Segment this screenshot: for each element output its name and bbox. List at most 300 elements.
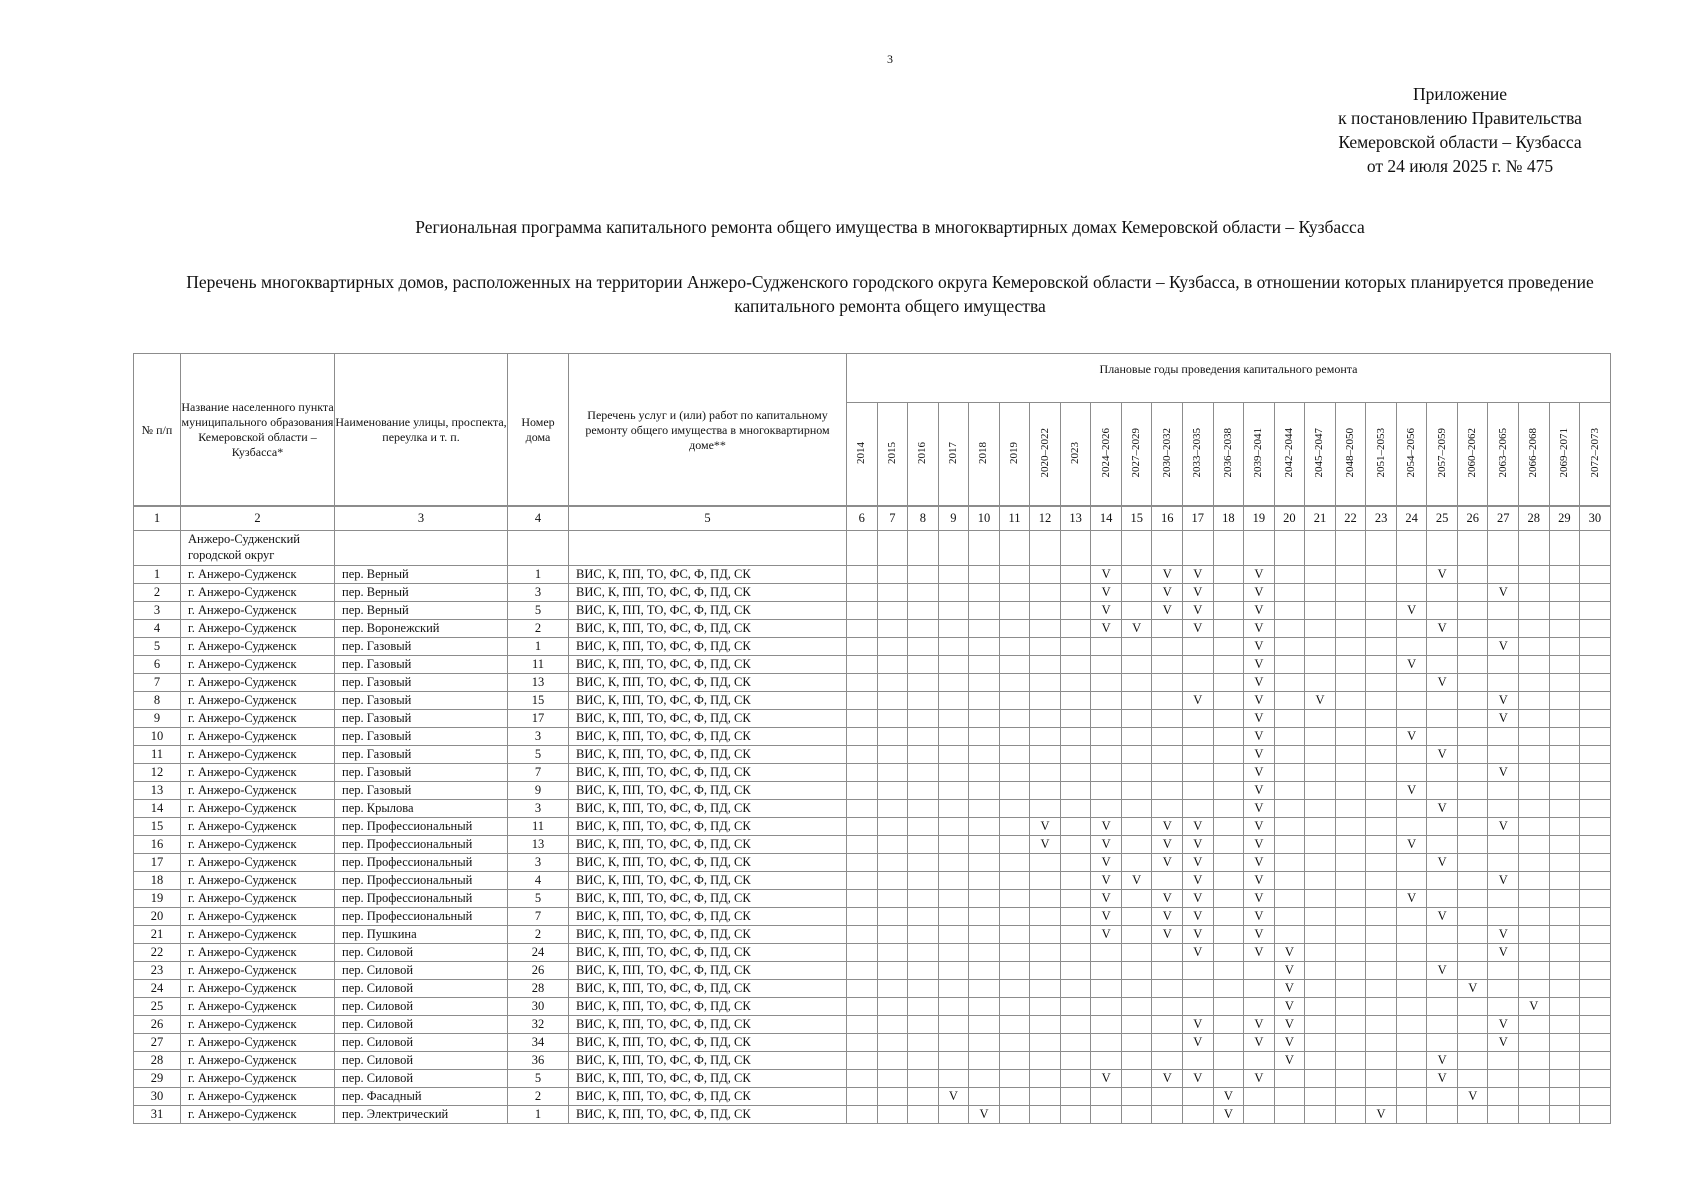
row-house: 4 (508, 872, 569, 890)
year-cell (908, 638, 939, 656)
header-street: Наименование улицы, проспекта, переулка и т. п. (335, 354, 508, 507)
year-cell (1366, 836, 1397, 854)
year-cell (1488, 1070, 1519, 1088)
year-cell (1457, 836, 1488, 854)
year-cell (1152, 674, 1183, 692)
year-cell (1519, 962, 1550, 980)
year-cell (1060, 1052, 1091, 1070)
year-cell (1396, 854, 1427, 872)
year-cell (1457, 854, 1488, 872)
year-cell (969, 1088, 1000, 1106)
year-cell (969, 854, 1000, 872)
year-cell (969, 746, 1000, 764)
year-cell (1580, 1106, 1611, 1124)
year-cell (877, 998, 908, 1016)
year-cell (1121, 728, 1152, 746)
column-number: 16 (1152, 506, 1183, 531)
year-cell (1457, 584, 1488, 602)
year-cell (1396, 926, 1427, 944)
year-mark: V (1488, 692, 1519, 710)
row-street: пер. Профессиональный (335, 908, 508, 926)
year-cell (938, 926, 969, 944)
year-cell (938, 746, 969, 764)
row-works: ВИС, К, ПП, ТО, ФС, Ф, ПД, СК (569, 1070, 847, 1088)
year-mark: V (1091, 908, 1122, 926)
empty-cell (1519, 531, 1550, 566)
header-num: № п/п (134, 354, 181, 507)
year-cell (847, 584, 878, 602)
year-cell (1335, 890, 1366, 908)
row-works: ВИС, К, ПП, ТО, ФС, Ф, ПД, СК (569, 980, 847, 998)
year-cell (1427, 890, 1458, 908)
year-cell (1549, 944, 1580, 962)
header-year (1366, 403, 1397, 507)
year-cell (1060, 1106, 1091, 1124)
row-house: 5 (508, 602, 569, 620)
year-cell (1580, 818, 1611, 836)
year-cell (1152, 1106, 1183, 1124)
year-cell (1519, 674, 1550, 692)
year-cell (1519, 800, 1550, 818)
column-numbers-row (134, 506, 1611, 531)
year-cell (908, 620, 939, 638)
year-cell (1366, 854, 1397, 872)
empty-cell (335, 531, 508, 566)
year-cell (1549, 746, 1580, 764)
year-mark: V (1396, 836, 1427, 854)
year-cell (1183, 674, 1214, 692)
year-cell (1396, 584, 1427, 602)
row-street: пер. Пушкина (335, 926, 508, 944)
year-cell (1488, 782, 1519, 800)
year-cell (999, 1016, 1030, 1034)
year-cell (1580, 854, 1611, 872)
year-cell (847, 800, 878, 818)
year-cell (1121, 854, 1152, 872)
year-cell (1213, 710, 1244, 728)
year-mark: V (1244, 692, 1275, 710)
year-cell (1213, 602, 1244, 620)
year-cell (1091, 782, 1122, 800)
year-cell (1366, 638, 1397, 656)
row-house: 9 (508, 782, 569, 800)
year-cell (1091, 656, 1122, 674)
year-cell (969, 584, 1000, 602)
column-number: 17 (1183, 506, 1214, 531)
year-mark: V (1274, 944, 1305, 962)
year-cell (1396, 1034, 1427, 1052)
year-mark: V (1519, 998, 1550, 1016)
row-works: ВИС, К, ПП, ТО, ФС, Ф, ПД, СК (569, 944, 847, 962)
year-cell (1427, 944, 1458, 962)
header-year-label: 2015 (885, 441, 898, 464)
year-cell (1519, 566, 1550, 584)
district-row (134, 531, 1611, 566)
year-cell (1213, 1034, 1244, 1052)
row-number: 4 (134, 620, 181, 638)
year-mark: V (1183, 926, 1214, 944)
year-cell (1274, 926, 1305, 944)
header-year (1244, 403, 1275, 507)
year-cell (1305, 728, 1336, 746)
year-cell (1274, 710, 1305, 728)
year-cell (969, 602, 1000, 620)
year-cell (1213, 944, 1244, 962)
year-cell (1335, 1106, 1366, 1124)
year-cell (1060, 980, 1091, 998)
year-cell (969, 890, 1000, 908)
column-number: 12 (1030, 506, 1061, 531)
appendix-line: к постановлению Правительства (1338, 108, 1582, 128)
year-cell (969, 818, 1000, 836)
year-cell (1335, 602, 1366, 620)
year-cell (1427, 1034, 1458, 1052)
year-cell (1060, 836, 1091, 854)
row-house: 3 (508, 728, 569, 746)
year-cell (1488, 566, 1519, 584)
document-subtitle: Перечень многоквартирных домов, расположенных на территории Анжеро-Судженского городского округа Кемеровской области – Кузбасса, в отношении которых планируется проведение капитального ремонта общего имущества (186, 272, 1594, 316)
year-cell (1305, 818, 1336, 836)
year-mark: V (969, 1106, 1000, 1124)
year-cell (877, 1052, 908, 1070)
row-number: 24 (134, 980, 181, 998)
row-house: 5 (508, 890, 569, 908)
year-cell (1183, 710, 1214, 728)
year-cell (938, 890, 969, 908)
year-mark: V (1244, 764, 1275, 782)
year-cell (1457, 692, 1488, 710)
year-cell (847, 782, 878, 800)
year-cell (1580, 1016, 1611, 1034)
data-table (133, 505, 1611, 1124)
year-cell (1366, 890, 1397, 908)
row-number: 16 (134, 836, 181, 854)
year-cell (1519, 656, 1550, 674)
row-settlement: г. Анжеро-Судженск (181, 1016, 335, 1034)
year-mark: V (1183, 620, 1214, 638)
year-cell (1274, 818, 1305, 836)
year-cell (1091, 980, 1122, 998)
row-works: ВИС, К, ПП, ТО, ФС, Ф, ПД, СК (569, 818, 847, 836)
header-year (1580, 403, 1611, 507)
row-works: ВИС, К, ПП, ТО, ФС, Ф, ПД, СК (569, 962, 847, 980)
year-cell (1274, 746, 1305, 764)
year-cell (1488, 1106, 1519, 1124)
year-cell (877, 584, 908, 602)
year-cell (1457, 962, 1488, 980)
year-cell (969, 1070, 1000, 1088)
year-cell (1213, 908, 1244, 926)
year-cell (1305, 584, 1336, 602)
header-year-label: 2045–2047 (1313, 427, 1326, 478)
year-cell (908, 710, 939, 728)
year-cell (1060, 926, 1091, 944)
header-year-label: 2057–2059 (1435, 427, 1448, 478)
year-cell (1549, 854, 1580, 872)
year-cell (1335, 944, 1366, 962)
year-cell (1549, 602, 1580, 620)
column-number: 27 (1488, 506, 1519, 531)
year-cell (1519, 710, 1550, 728)
year-mark: V (1244, 926, 1275, 944)
year-cell (1213, 890, 1244, 908)
year-cell (999, 764, 1030, 782)
year-mark: V (1152, 836, 1183, 854)
row-house: 26 (508, 962, 569, 980)
year-cell (1060, 746, 1091, 764)
row-number: 3 (134, 602, 181, 620)
year-cell (847, 674, 878, 692)
row-house: 11 (508, 656, 569, 674)
year-cell (1519, 836, 1550, 854)
year-cell (1213, 764, 1244, 782)
year-mark: V (1427, 620, 1458, 638)
empty-cell (1213, 531, 1244, 566)
year-cell (1183, 782, 1214, 800)
year-cell (1396, 872, 1427, 890)
year-cell (908, 1052, 939, 1070)
year-mark: V (1488, 1034, 1519, 1052)
year-cell (1366, 944, 1397, 962)
year-cell (877, 962, 908, 980)
table-row (134, 692, 1611, 710)
empty-cell (999, 531, 1030, 566)
row-settlement: г. Анжеро-Судженск (181, 872, 335, 890)
row-settlement: г. Анжеро-Судженск (181, 602, 335, 620)
empty-cell (847, 531, 878, 566)
column-number: 29 (1549, 506, 1580, 531)
year-cell (1121, 800, 1152, 818)
row-settlement: г. Анжеро-Судженск (181, 692, 335, 710)
row-number: 9 (134, 710, 181, 728)
year-mark: V (1152, 854, 1183, 872)
column-number: 21 (1305, 506, 1336, 531)
year-cell (1121, 980, 1152, 998)
year-cell (1549, 692, 1580, 710)
column-number: 8 (908, 506, 939, 531)
year-cell (908, 962, 939, 980)
year-cell (969, 782, 1000, 800)
year-cell (1519, 1070, 1550, 1088)
year-cell (847, 710, 878, 728)
year-cell (999, 656, 1030, 674)
year-cell (1152, 962, 1183, 980)
year-cell (1060, 584, 1091, 602)
year-cell (1030, 692, 1061, 710)
row-street: пер. Газовый (335, 710, 508, 728)
year-cell (1366, 620, 1397, 638)
row-settlement: г. Анжеро-Судженск (181, 818, 335, 836)
year-mark: V (1091, 602, 1122, 620)
year-cell (1488, 1052, 1519, 1070)
year-cell (1580, 1070, 1611, 1088)
row-works: ВИС, К, ПП, ТО, ФС, Ф, ПД, СК (569, 746, 847, 764)
year-cell (1457, 1052, 1488, 1070)
year-cell (999, 674, 1030, 692)
year-cell (1060, 998, 1091, 1016)
header-year (1549, 403, 1580, 507)
row-settlement: г. Анжеро-Судженск (181, 710, 335, 728)
year-cell (938, 674, 969, 692)
row-number: 20 (134, 908, 181, 926)
header-year-label: 2072–2073 (1588, 427, 1601, 478)
year-cell (1396, 764, 1427, 782)
row-number: 19 (134, 890, 181, 908)
header-year (1213, 403, 1244, 507)
year-mark: V (1183, 584, 1214, 602)
table-row (134, 764, 1611, 782)
year-cell (938, 800, 969, 818)
column-number: 11 (999, 506, 1030, 531)
year-cell (1305, 872, 1336, 890)
year-cell (1274, 674, 1305, 692)
year-cell (969, 674, 1000, 692)
year-mark: V (1152, 1070, 1183, 1088)
year-mark: V (1152, 818, 1183, 836)
year-cell (1366, 908, 1397, 926)
row-street: пер. Газовый (335, 692, 508, 710)
year-cell (1305, 836, 1336, 854)
table-row (134, 602, 1611, 620)
year-mark: V (1183, 818, 1214, 836)
header-year-label: 2019 (1008, 441, 1020, 464)
year-cell (1183, 656, 1214, 674)
year-cell (1396, 980, 1427, 998)
row-works: ВИС, К, ПП, ТО, ФС, Ф, ПД, СК (569, 566, 847, 584)
year-cell (1030, 620, 1061, 638)
year-cell (908, 908, 939, 926)
column-number: 9 (938, 506, 969, 531)
table-row (134, 584, 1611, 602)
year-cell (1580, 566, 1611, 584)
row-settlement: г. Анжеро-Судженск (181, 998, 335, 1016)
year-cell (1091, 1106, 1122, 1124)
row-settlement: г. Анжеро-Судженск (181, 674, 335, 692)
year-cell (999, 746, 1030, 764)
year-mark: V (1091, 872, 1122, 890)
year-cell (1519, 872, 1550, 890)
year-cell (1396, 566, 1427, 584)
empty-cell (1396, 531, 1427, 566)
year-cell (1335, 908, 1366, 926)
row-works: ВИС, К, ПП, ТО, ФС, Ф, ПД, СК (569, 800, 847, 818)
year-cell (1091, 674, 1122, 692)
year-cell (1152, 728, 1183, 746)
year-cell (847, 926, 878, 944)
year-cell (908, 764, 939, 782)
year-cell (847, 620, 878, 638)
year-cell (1366, 566, 1397, 584)
year-cell (1213, 638, 1244, 656)
table-row (134, 908, 1611, 926)
year-cell (1030, 944, 1061, 962)
row-house: 28 (508, 980, 569, 998)
header-settlement: Название населенного пункта муниципального образования Кемеровской области – Кузбасса* (181, 354, 335, 507)
year-cell (1274, 872, 1305, 890)
year-cell (1580, 944, 1611, 962)
year-cell (1457, 1016, 1488, 1034)
year-cell (1549, 782, 1580, 800)
year-cell (1580, 1034, 1611, 1052)
year-cell (969, 998, 1000, 1016)
year-cell (1549, 998, 1580, 1016)
year-cell (1060, 764, 1091, 782)
year-mark: V (1183, 944, 1214, 962)
year-cell (1488, 746, 1519, 764)
year-cell (1121, 638, 1152, 656)
empty-cell (877, 531, 908, 566)
year-cell (1519, 602, 1550, 620)
year-cell (877, 638, 908, 656)
year-cell (1519, 818, 1550, 836)
year-cell (1366, 1016, 1397, 1034)
year-cell (1396, 1088, 1427, 1106)
year-mark: V (1274, 962, 1305, 980)
year-cell (1274, 764, 1305, 782)
year-cell (847, 962, 878, 980)
year-mark: V (1183, 1016, 1214, 1034)
empty-cell (1060, 531, 1091, 566)
row-works: ВИС, К, ПП, ТО, ФС, Ф, ПД, СК (569, 1088, 847, 1106)
year-cell (1457, 1070, 1488, 1088)
row-house: 32 (508, 1016, 569, 1034)
year-cell (847, 836, 878, 854)
year-cell (1305, 1070, 1336, 1088)
year-cell (1580, 764, 1611, 782)
row-number: 14 (134, 800, 181, 818)
empty-cell (1305, 531, 1336, 566)
year-cell (1519, 584, 1550, 602)
column-number: 18 (1213, 506, 1244, 531)
year-cell (1335, 782, 1366, 800)
header-year (1396, 403, 1427, 507)
row-settlement: г. Анжеро-Судженск (181, 980, 335, 998)
year-mark: V (1244, 800, 1275, 818)
year-cell (1335, 800, 1366, 818)
year-cell (969, 926, 1000, 944)
year-mark: V (1244, 908, 1275, 926)
year-cell (1519, 728, 1550, 746)
year-mark: V (1274, 980, 1305, 998)
year-cell (908, 1106, 939, 1124)
header-year (1030, 403, 1061, 507)
year-cell (1366, 602, 1397, 620)
row-settlement: г. Анжеро-Судженск (181, 854, 335, 872)
year-cell (1396, 692, 1427, 710)
year-cell (1580, 674, 1611, 692)
year-cell (1488, 836, 1519, 854)
year-cell (847, 746, 878, 764)
year-cell (1030, 926, 1061, 944)
row-works: ВИС, К, ПП, ТО, ФС, Ф, ПД, СК (569, 584, 847, 602)
empty-cell (1152, 531, 1183, 566)
year-cell (1274, 1106, 1305, 1124)
year-cell (1183, 980, 1214, 998)
table-row (134, 800, 1611, 818)
year-cell (1213, 746, 1244, 764)
year-cell (1427, 1088, 1458, 1106)
year-cell (1213, 872, 1244, 890)
year-cell (938, 638, 969, 656)
year-cell (1183, 638, 1214, 656)
year-cell (969, 638, 1000, 656)
year-cell (1121, 836, 1152, 854)
header-year (1519, 403, 1550, 507)
year-mark: V (1274, 1052, 1305, 1070)
year-cell (1335, 926, 1366, 944)
row-number: 2 (134, 584, 181, 602)
column-number: 7 (877, 506, 908, 531)
